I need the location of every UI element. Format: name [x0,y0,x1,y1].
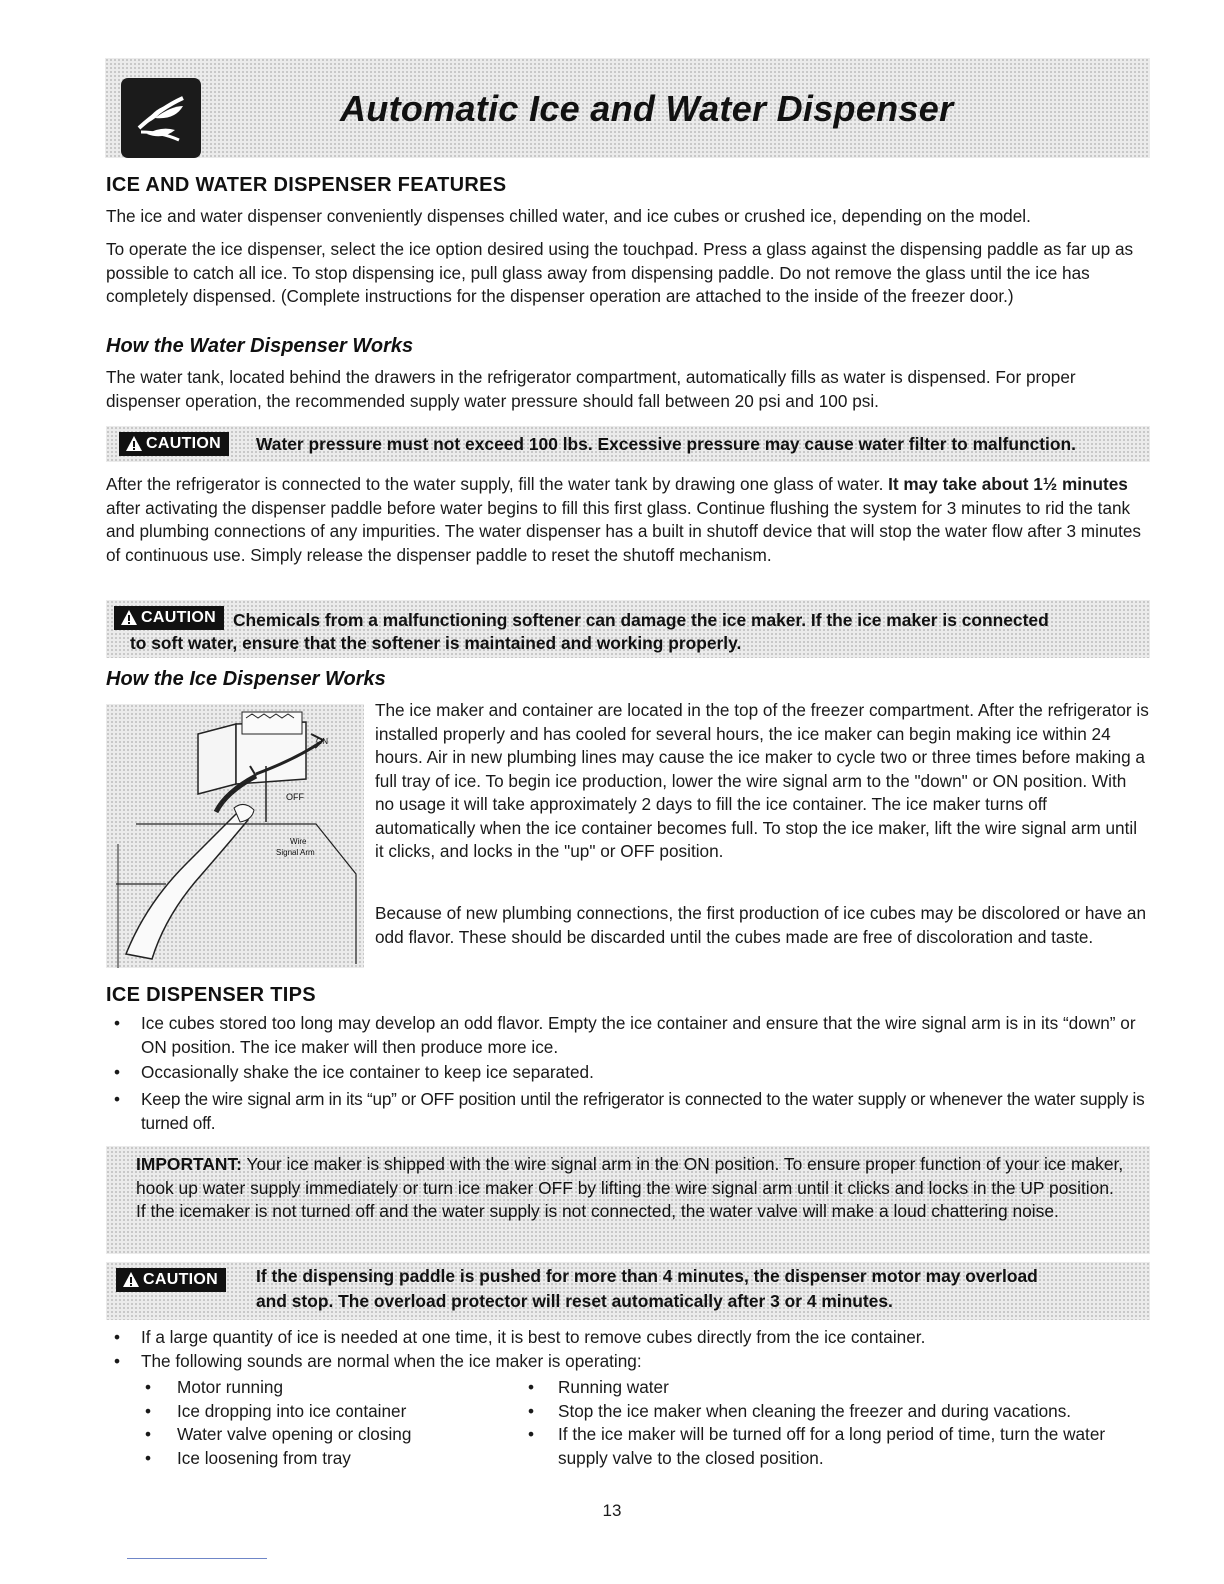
figure-label-signal-arm: Signal Arm [276,848,315,857]
water-paragraph-2: After the refrigerator is connected to the water supply, fill the water tank by drawing one glass of water. It may take about 1½ minutes after activating the dispenser paddle before water begins to fill this first glass. Continue flushing the system for 3 minutes to rid the tank and plumbing connections of any impurities. The water dispenser has a built in shutoff device that will stop the water flow after 3 minutes of continuous use. Simply release the dispenser paddle to reset the shutoff mechanism. [106,474,1141,565]
tips-bullet-4: If a large quantity of ice is needed at one time, it is best to remove cubes directly from the ice container. [141,1327,926,1347]
sound-item-1: Motor running [177,1377,284,1397]
bullet-marker: • [114,1089,121,1109]
features-paragraph-1: The ice and water dispenser conveniently dispenses chilled water, and ice cubes or crushed ice, depending on the model. [106,206,1031,226]
caution-water-pressure [106,426,1150,462]
caution-badge [114,606,224,630]
tips-bullet-1: Ice cubes stored too long may develop an odd flavor. Empty the ice container and ensure that the wire signal arm is in its “down” or ON position. The ice maker will then produce more ice. [141,1013,1136,1057]
caution-label: CAUTION [141,609,216,626]
page-title: Automatic Ice and Water Dispenser [340,88,954,129]
bullet-marker: • [114,1013,121,1033]
warning-icon [125,435,143,453]
ice-paragraph-2: Because of new plumbing connections, the first production of ice cubes may be discolored or have an odd flavor. These should be discarded until the cubes made are free of discoloration and taste. [375,903,1147,947]
header-banner [105,58,1150,158]
bullet-marker: • [145,1424,152,1444]
features-heading: ICE AND WATER DISPENSER FEATURES [106,174,507,196]
sound-item-2: Ice dropping into ice container [177,1401,407,1421]
sound-item-3: Water valve opening or closing [177,1424,412,1444]
sound-item-4: Ice loosening from tray [177,1448,351,1468]
caution-text-line-2: to soft water, ensure that the softener is maintained and working properly. [130,633,742,653]
caution-text-line-1: If the dispensing paddle is pushed for more than 4 minutes, the dispenser motor may overload [256,1266,1038,1286]
water-paragraph-1: The water tank, located behind the drawers in the refrigerator compartment, automatically fills as water is dispensed. For proper dispenser operation, the recommended supply water pressure should fall between 20 psi and 100 psi. [106,367,1076,411]
bullet-marker: • [114,1062,121,1082]
bullet-marker: • [145,1401,152,1421]
bullet-marker: • [145,1377,152,1397]
figure-label-off: OFF [286,792,304,802]
bullet-marker: • [114,1351,121,1371]
caution-label: CAUTION [143,1271,218,1288]
figure-label-on: ON [316,737,328,746]
bullet-marker: • [528,1377,535,1397]
bullet-marker: • [114,1327,121,1347]
ice-maker-diagram [106,704,364,968]
right-item-3: If the ice maker will be turned off for a long period of time, turn the water supply valve to the closed position. [558,1424,1106,1468]
warning-icon [122,1271,140,1289]
caution-text-line-2: and stop. The overload protector will reset automatically after 3 or 4 minutes. [256,1291,893,1311]
caution-softener [106,600,1150,658]
bullet-marker: • [528,1401,535,1421]
right-item-1: Running water [558,1377,669,1397]
caution-badge [119,432,229,456]
caution-text: Water pressure must not exceed 100 lbs. Excessive pressure may cause water filter to malfunction. [256,434,1076,454]
ice-dispenser-heading: How the Ice Dispenser Works [106,668,386,690]
ice-maker-illustration [106,704,364,968]
caution-text-line-1: Chemicals from a malfunctioning softener can damage the ice maker. If the ice maker is connected [233,610,1049,630]
tips-heading: ICE DISPENSER TIPS [106,984,316,1006]
footer-divider [127,1558,267,1559]
caution-dispenser-motor [106,1262,1150,1320]
bullet-marker: • [145,1448,152,1468]
bullet-marker: • [528,1424,535,1444]
important-notice [106,1146,1150,1254]
important-text: IMPORTANT: Your ice maker is shipped with the wire signal arm in the ON position. To ensure proper function of your ice maker, hook up water supply immediately or turn ice maker OFF by lifting the wire signal arm until it clicks and locks in the UP position. If the icemaker is not turned off and the water supply is not connected, the water valve will make a loud chattering noise. [136,1154,1124,1221]
caution-badge [116,1268,226,1292]
ice-leaves-logo-icon [121,78,201,158]
tips-bullet-5: The following sounds are normal when the ice maker is operating: [141,1351,642,1371]
figure-label-wire: Wire [290,837,307,846]
tips-bullet-2: Occasionally shake the ice container to keep ice separated. [141,1062,594,1082]
page-number: 13 [602,1501,622,1520]
right-item-2: Stop the ice maker when cleaning the freezer and during vacations. [558,1401,1072,1421]
ice-paragraph-1: The ice maker and container are located in the top of the freezer compartment. After the refrigerator is installed properly and has cooled for several hours, the ice maker can begin making ice within 24 hours. Air in new plumbing lines may cause the ice maker to cycle two or three times before making a full tray of ice. To begin ice production, lower the wire signal arm to the "down" or ON position. With no usage it will take approximately 2 days to fill the ice container. The ice maker turns off automatically when the ice container becomes full. To stop the ice maker, lift the wire signal arm until it clicks, and locks in the "up" or OFF position. [375,700,1149,861]
warning-icon [120,609,138,627]
caution-label: CAUTION [146,435,221,452]
tips-bullet-3: Keep the wire signal arm in its “up” or OFF position until the refrigerator is connected to the water supply or whenever the water supply is turned off. [141,1089,1145,1133]
features-paragraph-2: To operate the ice dispenser, select the ice option desired using the touchpad. Press a glass against the dispensing paddle as far up as possible to catch all ice. To stop dispensing ice, pull glass away from dispensing paddle. Do not remove the glass until the ice has completely dispensed. (Complete instructions for the dispenser operation are attached to the inside of the freezer door.) [106,239,1134,306]
water-dispenser-heading: How the Water Dispenser Works [106,335,414,357]
